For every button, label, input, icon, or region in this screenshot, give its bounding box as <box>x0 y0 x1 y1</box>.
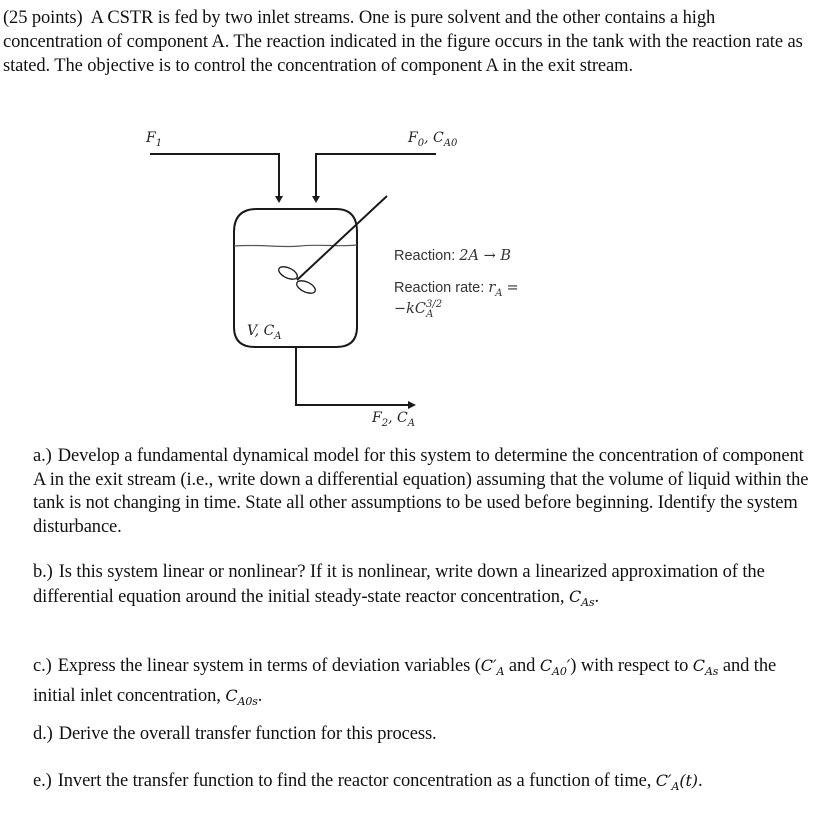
inlet0-F: F <box>408 130 418 146</box>
tank-V: V <box>247 323 255 339</box>
question-e-label: e.) <box>33 771 52 791</box>
m4-sub: A0s <box>237 694 258 708</box>
rate-rhs-sub: A <box>426 308 434 320</box>
question-c-text4: and the initial inlet concentration, <box>33 656 777 706</box>
reaction-prefix: Reaction: <box>394 248 456 264</box>
question-d <box>33 723 813 747</box>
math-CA-prime <box>480 656 505 679</box>
rate-lhs-sub: A <box>495 287 503 299</box>
math-CA0s <box>225 685 258 708</box>
m3: C <box>692 656 705 675</box>
inlet0-C: C <box>433 130 444 146</box>
math-sub: As <box>581 595 595 609</box>
math-t: (t) <box>679 771 698 790</box>
outlet-F: F <box>372 410 382 426</box>
m2-sub: A0 <box>551 665 567 679</box>
m4: C <box>225 685 238 705</box>
question-b-math <box>568 586 595 609</box>
outlet-C: C <box>397 410 408 426</box>
inlet1-F: F <box>146 130 156 146</box>
question-c-tail: . <box>257 685 263 706</box>
question-b-text: Is this system linear or nonlinear? If it is nonlinear, write down a linearized approximation of the differential equation around the initial steady-state reactor concentration, <box>33 562 765 607</box>
tank-C: C <box>263 323 275 339</box>
question-c-text1: Express the linear system in terms of deviation variables ( <box>57 656 481 676</box>
inlet0-sub: 0 <box>417 137 425 149</box>
question-e-tail: . <box>697 771 703 791</box>
outlet-sub: 2 <box>381 417 389 429</box>
reaction-equation: 2A → B <box>459 248 512 264</box>
m3-sub: As <box>704 665 719 679</box>
question-a-text: Develop a fundamental dynamical model for this system to determine the concentration of component A in the exit stream (i.e., write down a differential equation) assuming that the volume of liquid within the tank is not changing in time. State all other assumptions to be used before beginning. Identify the system disturbance. <box>33 446 809 537</box>
inlet0-C-sub: A0 <box>443 137 458 149</box>
reaction-rate-text <box>394 280 563 320</box>
m2-prime: ′ <box>566 656 571 675</box>
rate-rhs: = −kC <box>394 280 519 317</box>
question-c-text3: ) with respect to <box>570 656 693 676</box>
question-c-label: c.) <box>33 656 52 676</box>
question-d-label: d.) <box>33 724 53 744</box>
question-d-text: Derive the overall transfer function for this process. <box>58 724 437 744</box>
question-e-text: Invert the transfer function to find the reactor concentration as a function of time, <box>57 771 652 791</box>
intro-text: A CSTR is fed by two inlet streams. One is pure solvent and the other contains a high concentration of component A. The reaction indicated in the figure occurs in the tank with the reaction rate as stated. The objective is to control the concentration of component A in the exit stream. <box>3 8 803 76</box>
tank-label: V, $C_A$ <box>247 323 282 342</box>
rate-lhs: r <box>488 280 496 296</box>
rate-prefix: Reaction rate: <box>394 280 485 296</box>
math-CA-prime-t <box>655 771 698 794</box>
math-CA0-prime <box>539 656 571 679</box>
tank-C-sub: A <box>274 330 282 342</box>
question-b-tail: . <box>594 586 600 607</box>
question-c-text2: and <box>504 656 540 676</box>
cstr-diagram <box>0 120 822 440</box>
problem-intro <box>3 6 818 78</box>
math-CAs <box>692 656 719 679</box>
question-b <box>33 561 813 614</box>
m2: C <box>539 656 552 675</box>
math-C: C <box>568 586 582 606</box>
outlet-label: $F_2$, $C_A$ <box>372 410 415 429</box>
m1: C′ <box>480 656 497 675</box>
question-e <box>33 769 813 799</box>
m1-sub: A <box>496 665 505 679</box>
question-c <box>33 654 813 713</box>
reaction-text <box>394 248 511 264</box>
question-a <box>33 445 813 539</box>
inlet0-label: $F_0$, $C_{A0}$ <box>408 130 458 149</box>
inlet1-label <box>146 130 162 149</box>
math-sub: A <box>671 780 680 794</box>
question-b-label: b.) <box>33 562 53 582</box>
rate-exponent: 3/2 <box>426 298 443 310</box>
points-label: (25 points) <box>3 8 83 28</box>
inlet1-sub: 1 <box>155 137 163 149</box>
question-a-label: a.) <box>33 446 52 466</box>
math-C: C′ <box>655 771 672 790</box>
outlet-C-sub: A <box>407 417 415 429</box>
